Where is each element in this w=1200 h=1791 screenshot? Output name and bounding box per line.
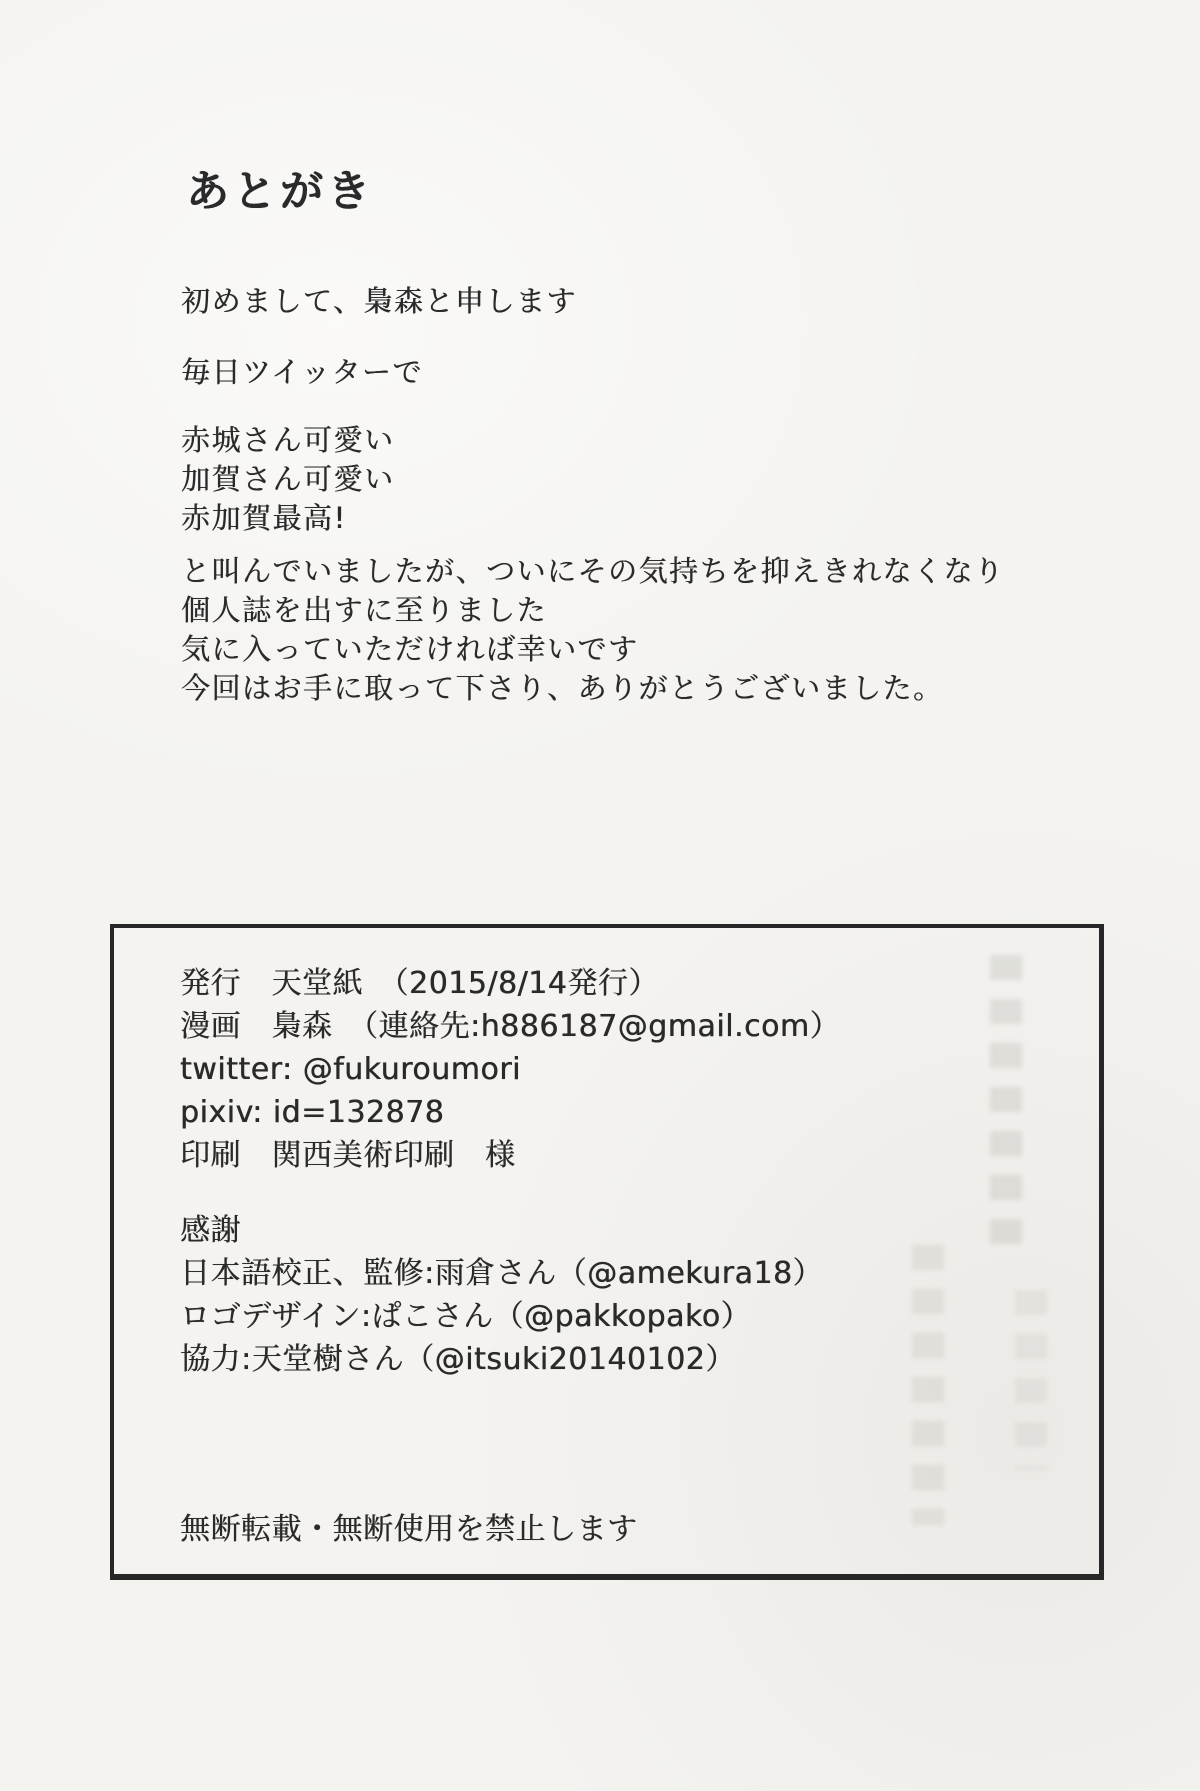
- afterword-closing-paragraph: [181, 552, 1005, 708]
- colophon-box: [110, 924, 1104, 1580]
- closing-line: 気に入っていただければ幸いです: [181, 632, 639, 666]
- colophon-pixiv-line: pixiv: id=132878: [180, 1095, 445, 1130]
- afterword-intro-line: 初めまして、梟森と申します: [181, 284, 577, 318]
- thanks-heading: 感謝: [180, 1213, 241, 1248]
- afterword-intro-paragraph: [181, 282, 577, 321]
- colophon-artist-line: 漫画 梟森 （連絡先:h886187@gmail.com）: [180, 1009, 841, 1044]
- thanks-proofreading-line: 日本語校正、監修:雨倉さん（@amekura18）: [180, 1256, 824, 1291]
- colophon-publisher-line: 発行 天堂紙 （2015/8/14発行）: [180, 966, 659, 1001]
- afterword-shout-paragraph: [181, 421, 395, 538]
- afterword-twitter-line: 毎日ツイッターで: [181, 355, 423, 389]
- afterword-title: あとがき: [186, 167, 374, 217]
- colophon-twitter-line: twitter: @fukuroumori: [180, 1052, 521, 1087]
- closing-line: 個人誌を出すに至りました: [181, 593, 548, 627]
- closing-line: 今回はお手に取って下さり、ありがとうございました。: [181, 671, 944, 705]
- shout-line-kaga: 加賀さん可愛い: [181, 462, 395, 496]
- thanks-logo-design-line: ロゴデザイン:ぱこさん（@pakkopako）: [180, 1299, 752, 1334]
- colophon-printer-line: 印刷 関西美術印刷 様: [180, 1138, 516, 1173]
- thanks-cooperation-line: 協力:天堂樹さん（@itsuki20140102）: [180, 1342, 736, 1377]
- reproduction-prohibited-notice: 無断転載・無断使用を禁止します: [180, 1512, 638, 1547]
- closing-line: と叫んでいましたが、ついにその気持ちを抑えきれなくなり: [181, 554, 1005, 588]
- shout-line-akakaga: 赤加賀最高!: [181, 501, 347, 535]
- shout-line-akagi: 赤城さん可愛い: [181, 423, 395, 457]
- afterword-twitter-paragraph: [181, 353, 423, 392]
